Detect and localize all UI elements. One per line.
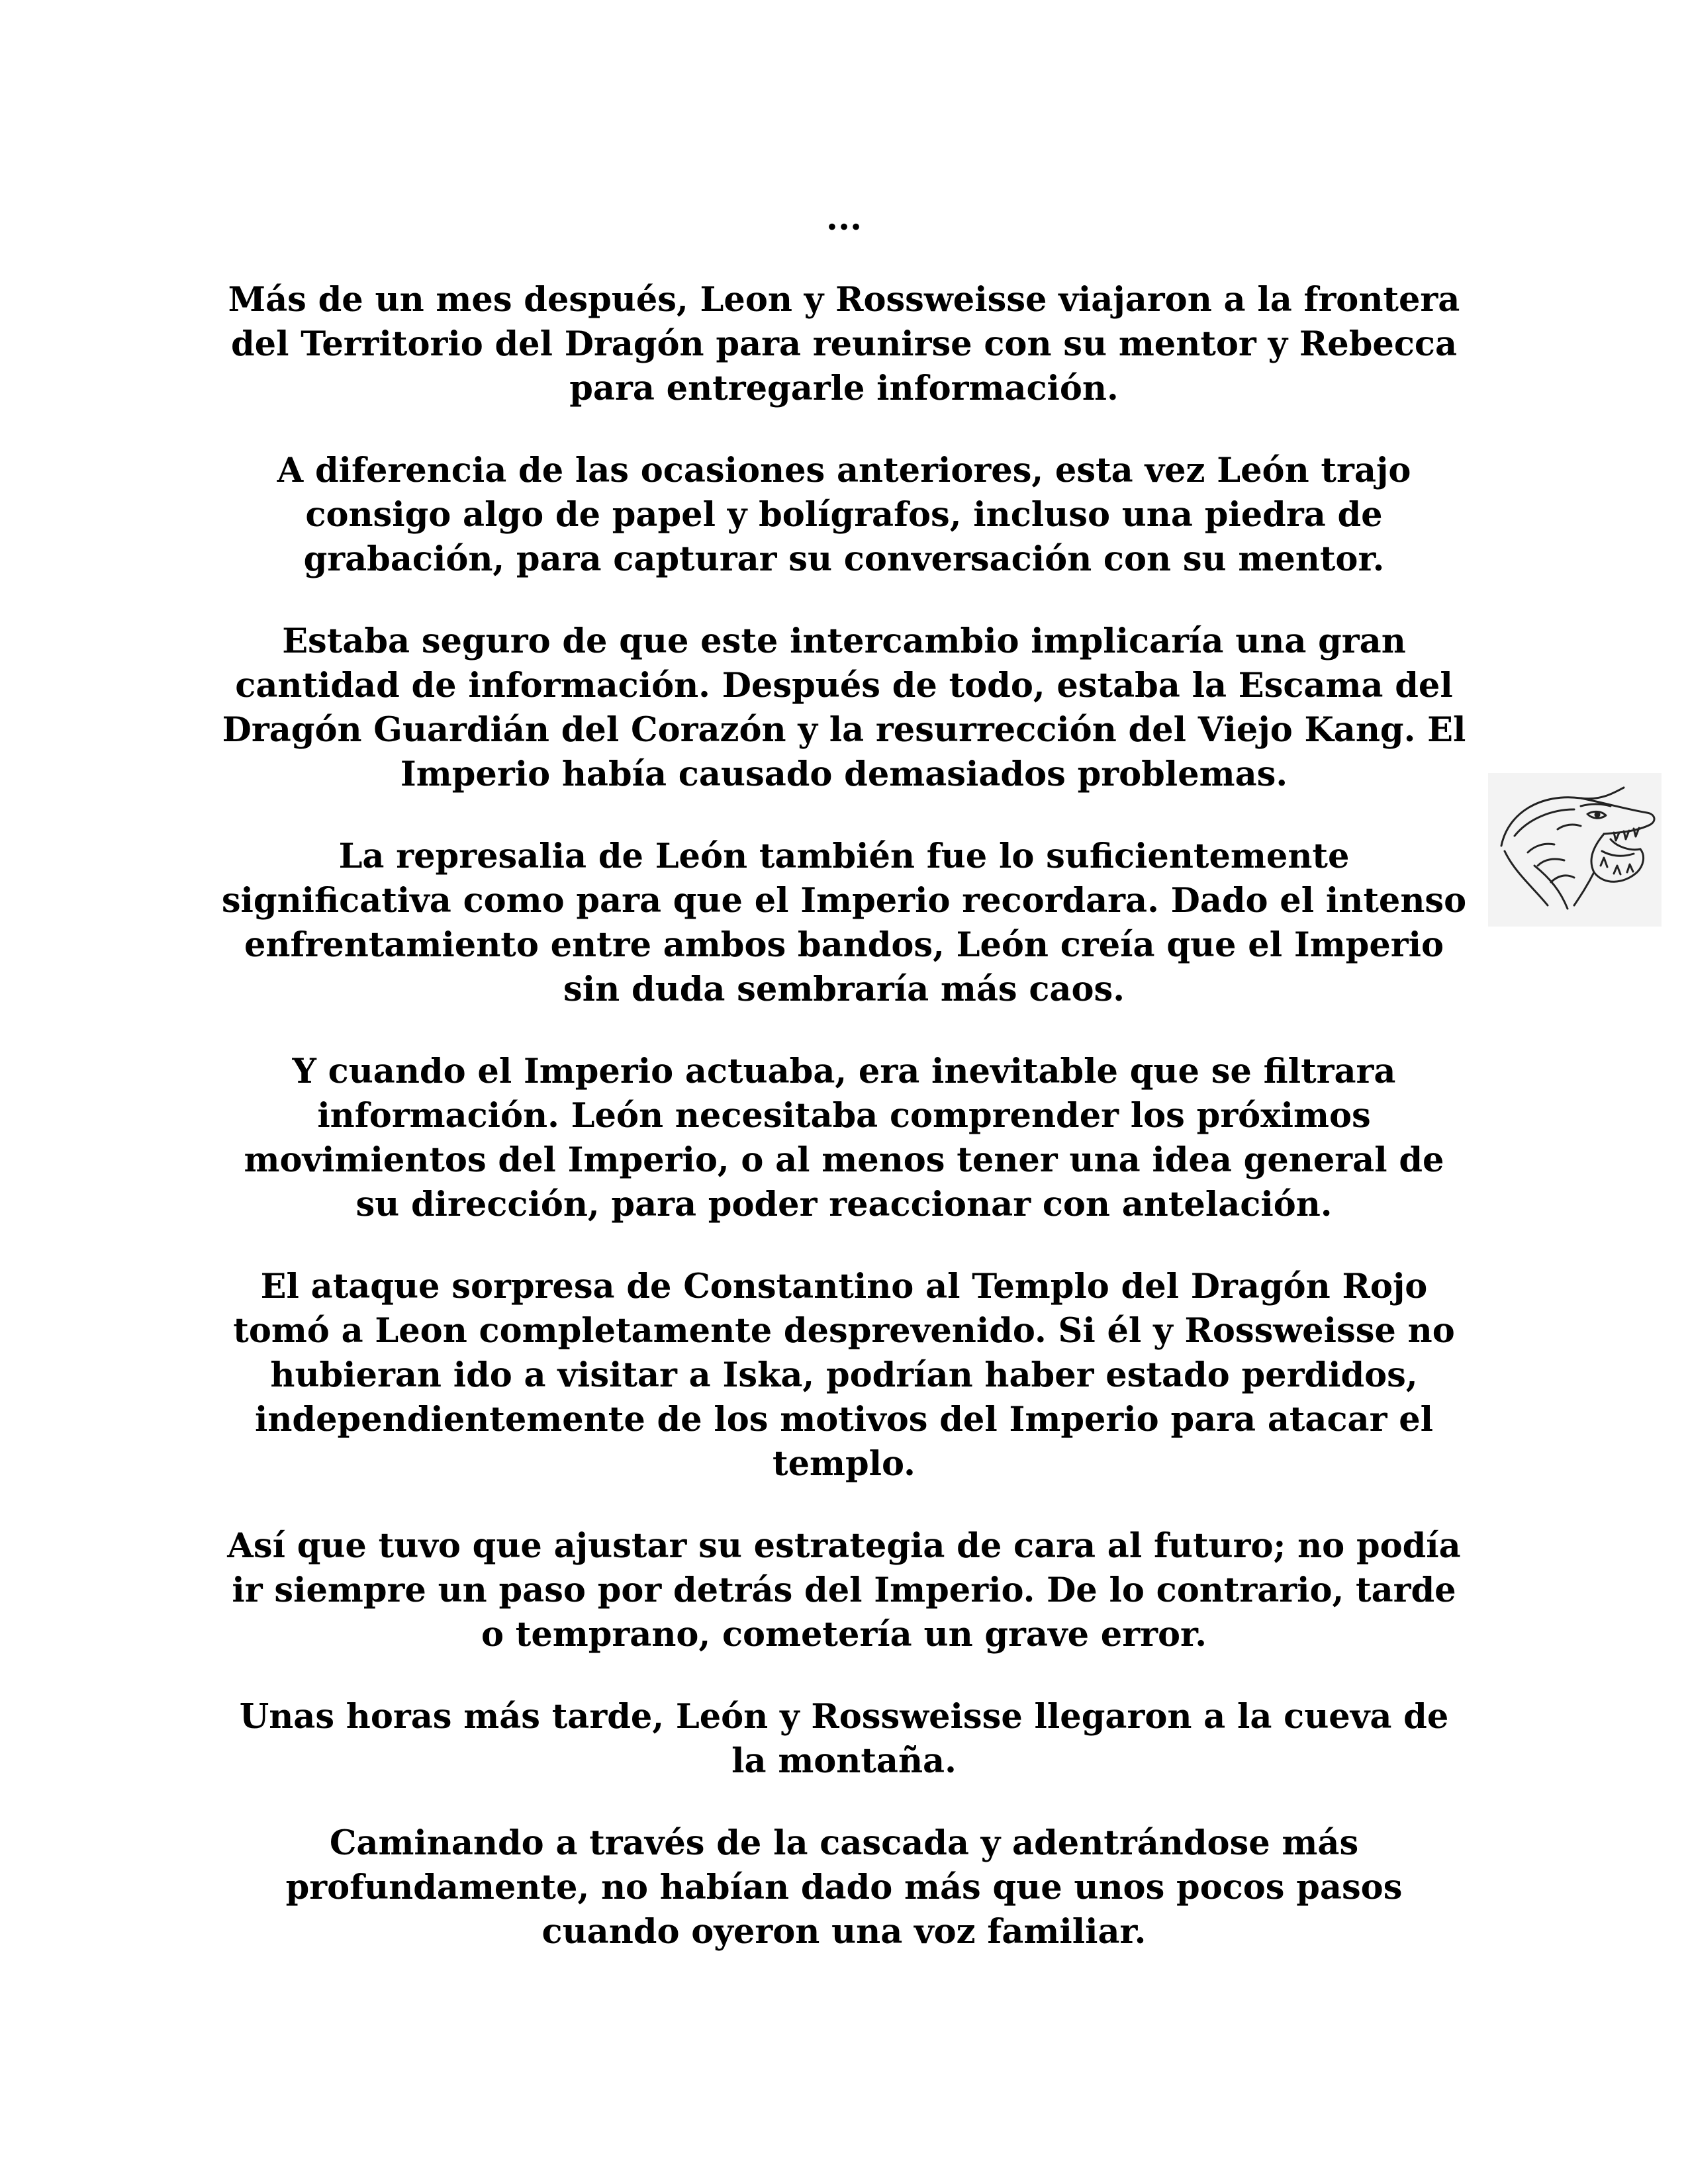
paragraph-8: Unas horas más tarde, León y Rossweisse llegaron a la cueva de la montaña. [239, 1697, 1449, 1781]
paragraph-1: Más de un mes después, Leon y Rossweisse viajaron a la frontera del Territorio del Dragón para reunirse con su mentor y Rebecca para entregarle información. [228, 280, 1460, 408]
scene-break-ellipsis: ... [825, 198, 863, 238]
paragraph-3: Estaba seguro de que este intercambio implicaría una gran cantidad de información. Después de todo, estaba la Escama del Dragón Guardián del Corazón y la resurrección del Viejo Kang. El Imperio había causado demasiados problemas. [222, 621, 1466, 794]
paragraph-7: Así que tuvo que ajustar su estrategia de cara al futuro; no podía ir siempre un paso por detrás del Imperio. De lo contrario, tarde o temprano, cometería un grave error. [227, 1526, 1461, 1655]
paragraph-5: Y cuando el Imperio actuaba, era inevitable que se filtrara información. León necesitaba comprender los próximos movimientos del Imperio, o al menos tener una idea general de su dirección, para poder reaccionar con antelación. [244, 1052, 1444, 1224]
paragraph-9: Caminando a través de la cascada y adentrándose más profundamente, no habían dado más que unos pocos pasos cuando oyeron una voz familiar. [285, 1823, 1403, 1952]
paragraph-4: La represalia de León también fue lo suficientemente significativa como para que el Imperio recordara. Dado el intenso enfrentamiento entre ambos bandos, León creía que el Imperio sin duda sembraría más caos. [221, 837, 1467, 1009]
paragraph-2: A diferencia de las ocasiones anteriores, esta vez León trajo consigo algo de papel y bolígrafos, incluso una piedra de grabación, para capturar su conversación con su mentor. [277, 451, 1411, 579]
document-page [218, 199, 1470, 1992]
dragon-head-sketch-icon [1488, 773, 1662, 927]
paragraph-6: El ataque sorpresa de Constantino al Templo del Dragón Rojo tomó a Leon completamente desprevenido. Si él y Rossweisse no hubieran ido a visitar a Iska, podrían haber estado perdidos, independientemente de los motivos del Imperio para atacar el templo. [233, 1267, 1455, 1484]
